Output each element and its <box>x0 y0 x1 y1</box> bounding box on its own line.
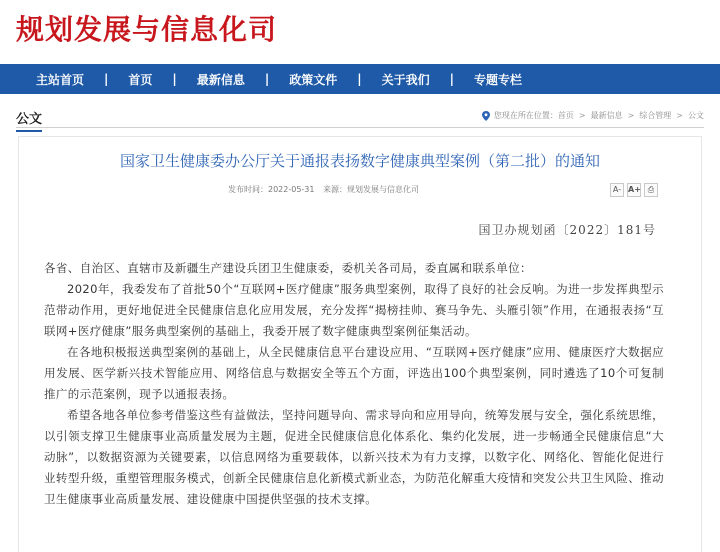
location-pin-icon <box>482 111 490 121</box>
nav-item-latest[interactable]: 最新信息 <box>196 72 245 87</box>
main-nav <box>0 64 720 94</box>
nav-separator: | <box>172 72 177 86</box>
nav-separator: | <box>104 72 109 86</box>
article-meta <box>228 184 425 195</box>
nav-separator: | <box>449 72 455 86</box>
nav-item-topics[interactable]: 专题专栏 <box>474 72 523 87</box>
site-header <box>0 0 720 64</box>
breadcrumb-separator: > <box>676 111 683 120</box>
document-number: 国卫办规划函〔2022〕181号 <box>478 223 656 237</box>
article-paragraph: 在各地积极报送典型案例的基础上，从全民健康信息平台建设应用、“互联网+医疗健康”应用、健康医疗大数据应用发展、医学新兴技术智能应用、网络信息与数据安全等五个方面，评选出100个典型案例，同时遴选了10个可复制推广的示范案例，现予以通报表扬。 <box>44 345 664 401</box>
breadcrumb-prefix: 您现在所在位置： <box>493 111 558 120</box>
breadcrumb <box>482 110 704 121</box>
nav-separator: | <box>264 72 270 86</box>
breadcrumb-separator: > <box>627 111 635 120</box>
breadcrumb-separator: > <box>578 111 586 120</box>
nav-separator: | <box>357 72 362 86</box>
article-title: 国家卫生健康委办公厅关于通报表扬数字健康典型案例（第二批）的通知 <box>119 152 600 170</box>
section-bar <box>16 104 704 128</box>
site-title[interactable]: 规划发展与信息化司 <box>16 13 278 46</box>
article-salutation: 各省、自治区、直辖市及新疆生产建设兵团卫生健康委，委机关各司局，委直属和联系单位： <box>44 261 532 275</box>
nav-item-about[interactable]: 关于我们 <box>381 72 430 87</box>
nav-item-main-home[interactable]: 主站首页 <box>36 72 85 87</box>
article-paragraph: 2020年，我委发布了首批50个“互联网+医疗健康”服务典型案例，取得了良好的社会反响。为进一步发挥典型示范带动作用，更好地促进全民健康信息化应用发展，充分发挥“揭榜挂帅、赛马争先、头雁引领”作用，在通报表扬“互联网+医疗健康”服务典型案例的基础上，我委开展了数字健康典型案例征集活动。 <box>44 282 664 338</box>
article-paragraph: 希望各地各单位参考借鉴这些有益做法，坚持问题导向、需求导向和应用导向，统筹发展与安全，强化系统思维，以引领支撑卫生健康事业高质量发展为主题，促进全民健康信息化体系化、集约化发展，进一步畅通全民健康信息“大动脉”，以数据资源为关键要素，以信息网络为重要载体，以新兴技术为有力支撑，以数字化、网络化、智能化促进行业转型升级，重塑管理服务模式，创新全民健康信息化新模式新业态，为防范化解重大疫情和突发公共卫生风险、推动卫生健康事业高质量发展、建设健康中国提供坚强的技术支撑。 <box>44 408 664 506</box>
section-label: 公文 <box>16 108 42 132</box>
breadcrumb-item-home[interactable]: 首页 <box>557 111 574 120</box>
article-body <box>44 258 664 510</box>
publish-date: 发布时间：2022-05-31 <box>228 185 315 194</box>
font-increase-button[interactable]: A+ <box>627 183 641 197</box>
nav-item-policy[interactable]: 政策文件 <box>289 72 338 87</box>
print-icon[interactable]: ⎙ <box>644 183 658 197</box>
font-tools <box>610 183 658 197</box>
breadcrumb-item-latest[interactable]: 最新信息 <box>590 111 623 120</box>
font-decrease-button[interactable]: A- <box>610 183 624 197</box>
nav-item-home[interactable]: 首页 <box>128 72 153 87</box>
breadcrumb-item-current[interactable]: 公文 <box>688 111 704 120</box>
breadcrumb-item-admin[interactable]: 综合管理 <box>639 111 672 120</box>
article-source: 来源：规划发展与信息化司 <box>323 185 420 194</box>
